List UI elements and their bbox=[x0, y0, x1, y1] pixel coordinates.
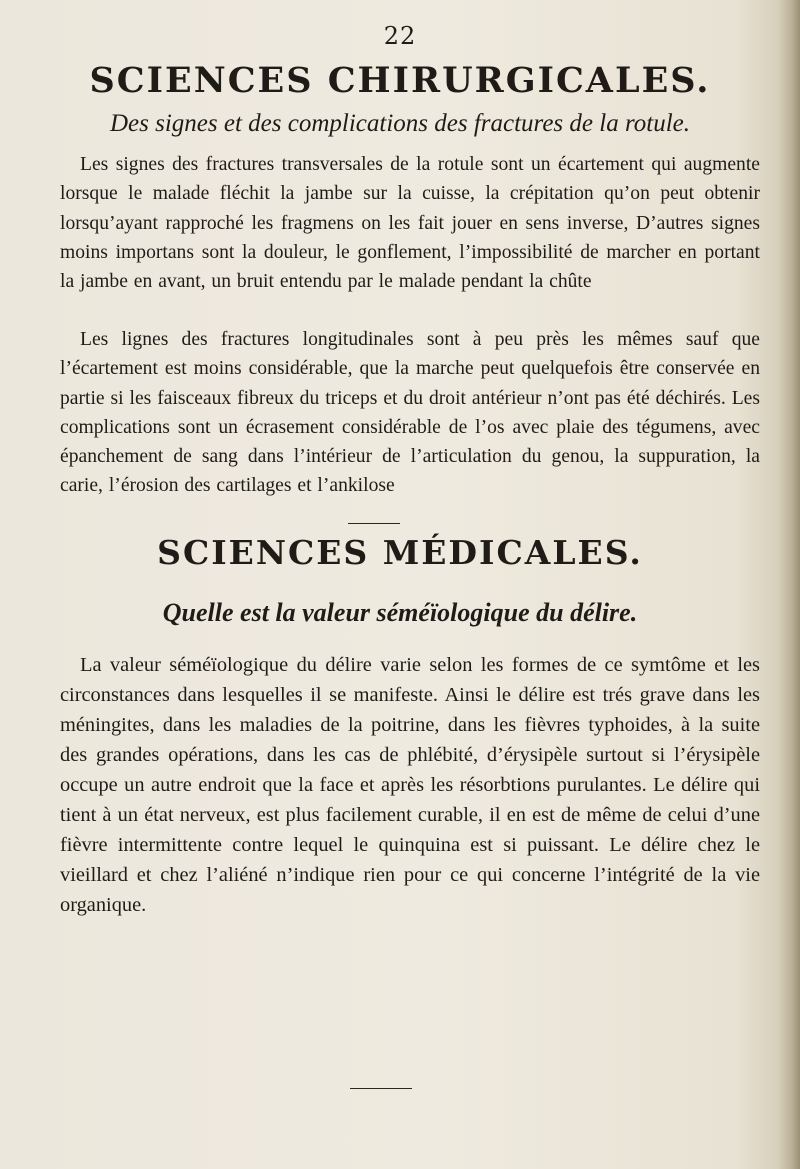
section-subtitle-surgical: Des signes et des complications des fractures de la rotule. bbox=[109, 110, 690, 137]
section-subtitle-medical: Quelle est la valeur séméïologique du délire. bbox=[162, 598, 638, 627]
section-heading-surgical: SCIENCES CHIRURGICALES. bbox=[89, 60, 711, 101]
end-divider bbox=[350, 1088, 412, 1089]
paragraph-longitudinal-fractures: Les lignes des fractures longitudinales sont à peu près les mêmes sauf que l’écartement est moins considérable, que la marche peut quelquefois être conservée en partie si les faisceaux fibreux du triceps et du droit antérieur n’ont pas été déchirés. Les complications sont un écrasement considérable de l’os avec plaie des tégumens, avec épanchement de sang dans l’intérieur de l’articulation du genou, la suppuration, la carie, l’érosion des cartilages et l’ankilose bbox=[60, 329, 760, 497]
paragraph-delirium: La valeur séméïologique du délire varie selon les formes de ce symtôme et les circonstances dans lesquelles il se manifeste. Ainsi le délire est trés grave dans les méningites, dans les maladies de la poitrine, dans les fièvres typhoides, à la suite des grandes opérations, dans les cas de phlébité, d’érysipèle surtout si l’érysipèle occupe un autre endroit que la face et après les résorbtions purulantes. Le délire qui tient à un état nerveux, est plus facilement curable, il en est de même de celui d’une fièvre intermittente contre lequel le quinquina est si puissant. Le délire chez le vieillard et chez l’aliéné n’indique rien pour ce qui concerne l’intégrité de la vie organique. bbox=[60, 654, 760, 916]
section-heading-medical: SCIENCES MÉDICALES. bbox=[157, 533, 643, 572]
page-edge-shadow bbox=[778, 0, 800, 1169]
page-number: 22 bbox=[383, 22, 417, 50]
section-divider bbox=[348, 523, 400, 524]
paragraph-transverse-fractures: Les signes des fractures transversales de la rotule sont un écartement qui augmente lorsque le malade fléchit la jambe sur la cuisse, la crépitation qu’on peut obtenir lorsqu’ayant rapproché les fragmens on les fait jouer en sens inverse, D’autres signes moins importans sont la douleur, le gonflement, l’impossibilité de marcher en portant la jambe en avant, un bruit entendu par le malade pendant la chûte bbox=[60, 154, 760, 293]
